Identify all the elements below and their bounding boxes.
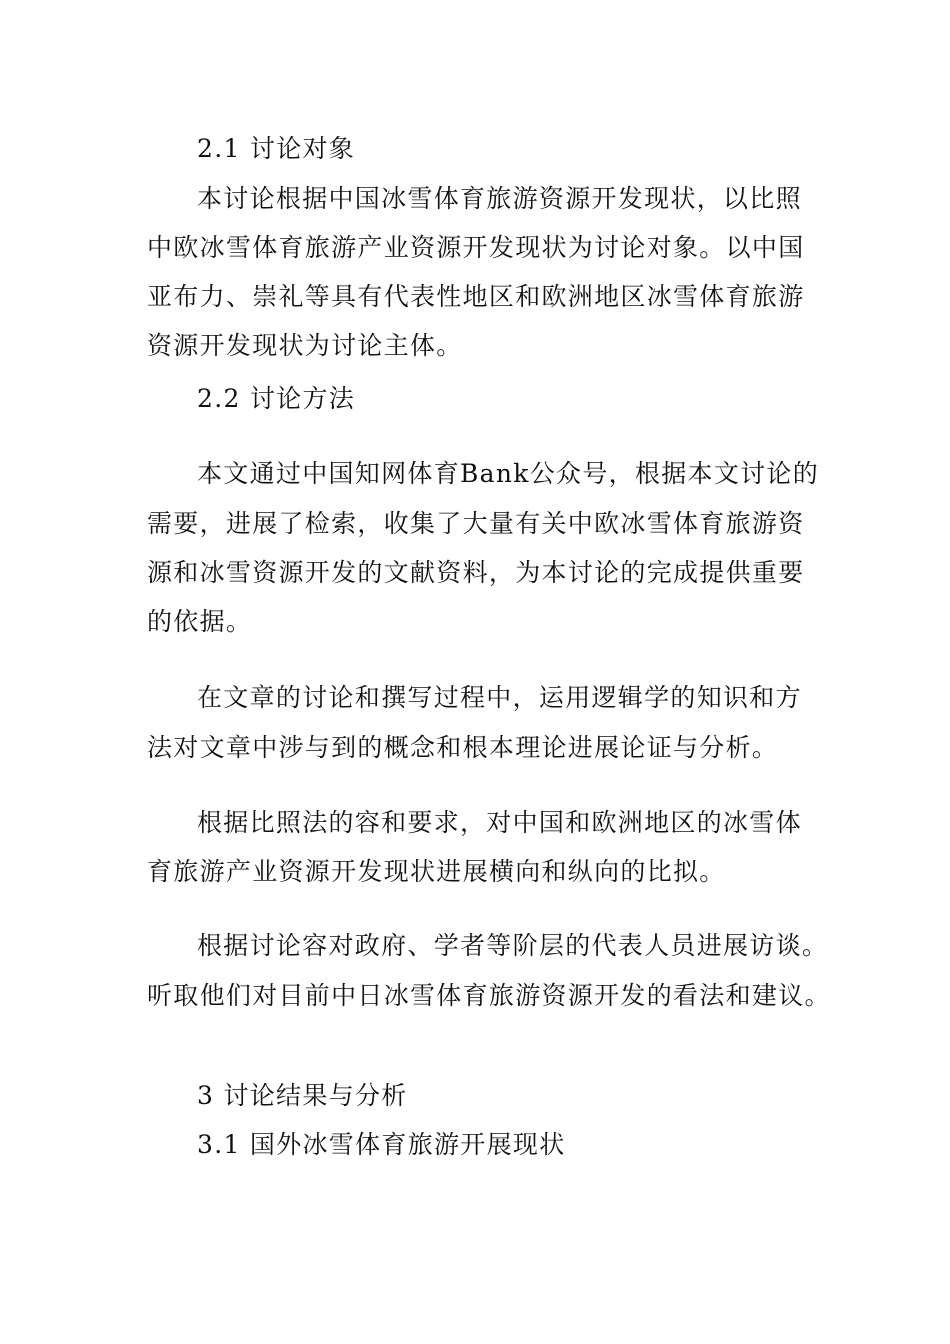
- paragraph-line: 育旅游产业资源开发现状进展横向和纵向的比拟。: [147, 857, 726, 886]
- paragraph-line: 资源开发现状为讨论主体。: [147, 331, 463, 360]
- paragraph-line: 根据讨论容对政府、学者等阶层的代表人员进展访谈。: [197, 931, 829, 960]
- section-heading-3-1: 3.1 国外冰雪体育旅游开展现状: [197, 1130, 566, 1159]
- paragraph-line: 中欧冰雪体育旅游产业资源开发现状为讨论对象。以中国: [147, 233, 805, 262]
- paragraph-line: 本讨论根据中国冰雪体育旅游资源开发现状，以比照: [197, 184, 802, 213]
- section-heading-2-2: 2.2 讨论方法: [197, 384, 356, 413]
- paragraph-line: 的依据。: [147, 607, 253, 636]
- paragraph-line: 需要，进展了检索，收集了大量有关中欧冰雪体育旅游资: [147, 509, 805, 538]
- section-heading-3: 3 讨论结果与分析: [197, 1081, 408, 1110]
- paragraph-line: 亚布力、崇礼等具有代表性地区和欧洲地区冰雪体育旅游: [147, 282, 805, 311]
- section-heading-2-1: 2.1 讨论对象: [197, 134, 356, 163]
- paragraph-line: 法对文章中涉与到的概念和根本理论进展论证与分析。: [147, 733, 779, 762]
- paragraph-line: 听取他们对目前中日冰雪体育旅游资源开发的看法和建议。: [147, 981, 831, 1010]
- paragraph-line: 根据比照法的容和要求，对中国和欧洲地区的冰雪体: [197, 808, 802, 837]
- paragraph-line: 在文章的讨论和撰写过程中，运用逻辑学的知识和方: [197, 683, 802, 712]
- paragraph-line: 源和冰雪资源开发的文献资料，为本讨论的完成提供重要: [147, 558, 805, 587]
- paragraph-line: 本文通过中国知网体育Bank公众号，根据本文讨论的: [197, 459, 820, 488]
